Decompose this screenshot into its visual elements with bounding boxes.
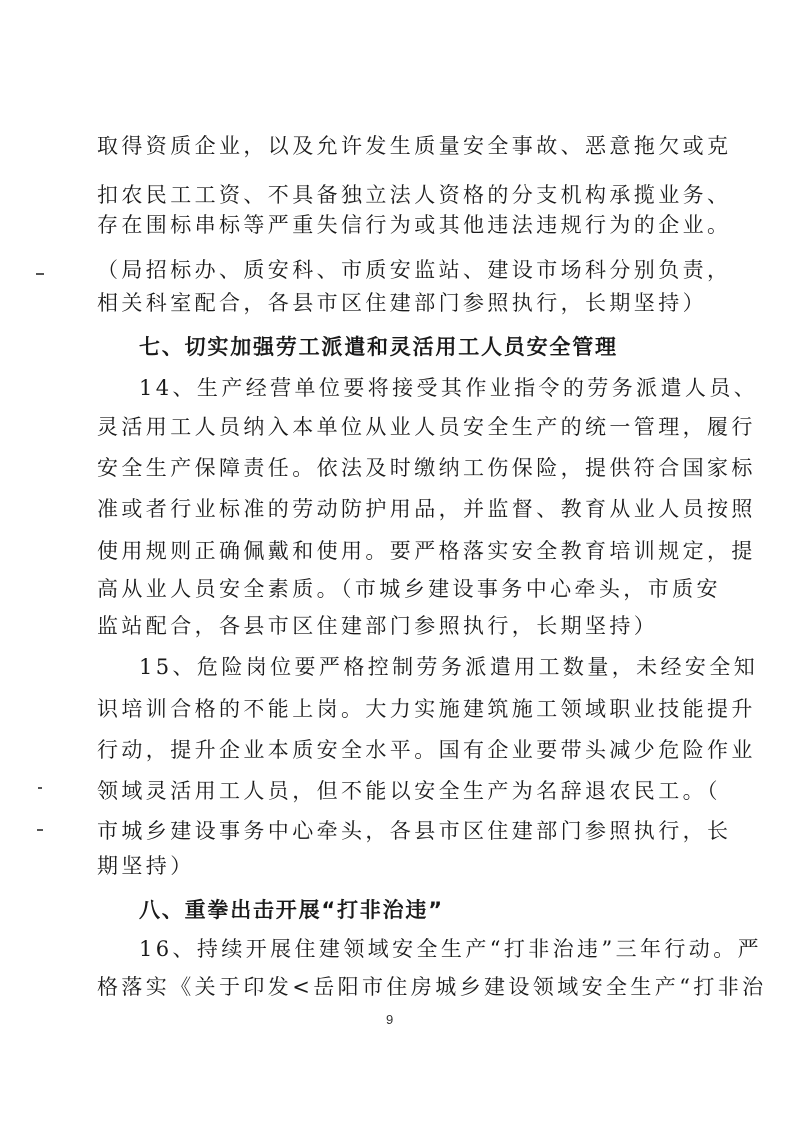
scan-mark bbox=[36, 273, 44, 275]
body-text-line: 监站配合，各县市区住建部门参照执行，长期坚持） bbox=[97, 614, 659, 638]
body-text-line: 高从业人员安全素质。（市城乡建设事务中心牵头，市质安 bbox=[97, 577, 721, 601]
scan-mark bbox=[38, 787, 42, 789]
body-text-line: 扣农民工工资、不具备独立法人资格的分支机构承揽业务、 bbox=[97, 183, 732, 207]
body-text-line: 安全生产保障责任。依法及时缴纳工伤保险，提供符合国家标 bbox=[97, 456, 756, 480]
body-text-line: 市城乡建设事务中心牵头，各县市区住建部门参照执行，长 bbox=[97, 819, 732, 843]
body-text-line: 存在围标串标等严重失信行为或其他违法违规行为的企业。 bbox=[97, 213, 732, 237]
section-heading-7: 七、切实加强劳工派遣和灵活用工人员安全管理 bbox=[139, 335, 618, 359]
paragraph-14-start: 14、生产经营单位要将接受其作业指令的劳务派遣人员、 bbox=[139, 376, 759, 400]
body-text-line: 识培训合格的不能上岗。大力实施建筑施工领域职业技能提升 bbox=[97, 697, 756, 721]
scan-mark bbox=[37, 829, 43, 831]
body-text-line: 格落实《关于印发<岳阳市住房城乡建设领域安全生产“打非治 bbox=[97, 975, 767, 999]
body-text-line: 取得资质企业，以及允许发生质量安全事故、恶意拖欠或克 bbox=[97, 134, 732, 158]
body-text-line: 灵活用工人员纳入本单位从业人员安全生产的统一管理，履行 bbox=[97, 415, 756, 439]
body-text-line: 准或者行业标准的劳动防护用品，并监督、教育从业人员按照 bbox=[97, 497, 756, 521]
paragraph-15-start: 15、危险岗位要严格控制劳务派遣用工数量，未经安全知 bbox=[139, 655, 759, 679]
paragraph-16-start: 16、持续开展住建领域安全生产“打非治违”三年行动。严 bbox=[139, 937, 762, 961]
section-heading-8: 八、重拳出击开展“打非治违” bbox=[139, 898, 444, 922]
body-text-line: 相关科室配合，各县市区住建部门参照执行，长期坚持） bbox=[97, 291, 707, 315]
body-text-line: （局招标办、质安科、市质安监站、建设市场科分别负责， bbox=[97, 258, 732, 282]
body-text-line: 期坚持） bbox=[97, 854, 195, 878]
body-text-line: 领域灵活用工人员，但不能以安全生产为名辞退农民工。（ bbox=[97, 779, 721, 803]
body-text-line: 行动，提升企业本质安全水平。国有企业要带头减少危险作业 bbox=[97, 738, 756, 762]
body-text-line: 使用规则正确佩戴和使用。要严格落实安全教育培训规定，提 bbox=[97, 539, 756, 563]
page-number: 9 bbox=[386, 1012, 394, 1027]
